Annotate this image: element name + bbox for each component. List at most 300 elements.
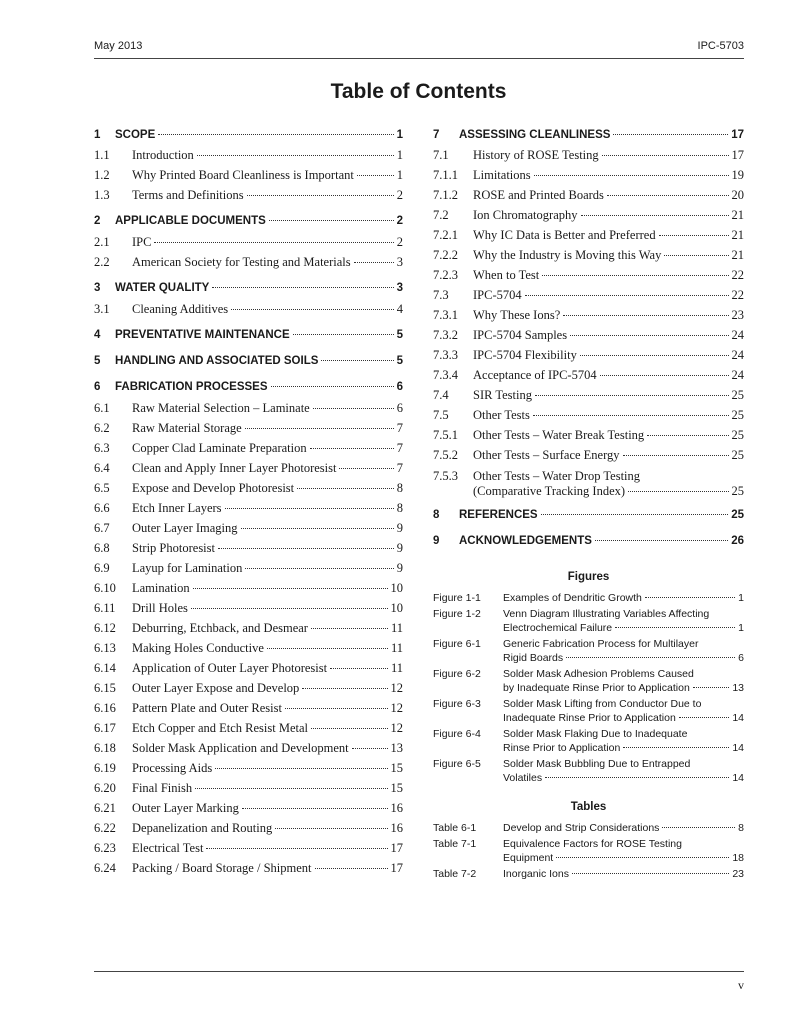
toc-entry[interactable] [433,505,744,525]
toc-entry-number: 6.15 [94,681,116,695]
toc-entry[interactable] [94,125,403,145]
toc-entry-label: Acceptance of IPC-5704 [473,368,597,382]
toc-entry-page: 9 [396,561,403,575]
toc-entry[interactable] [94,618,403,638]
toc-entry-label: When to Test [473,268,540,282]
toc-entry-page: 15 [390,761,403,775]
toc-entry-page: 7 [396,421,403,435]
leader-dots [225,508,394,509]
toc-entry-page: 5 [396,355,403,367]
toc-entry-label: Processing Aids [132,761,213,775]
figure-entry-page: 14 [732,772,744,784]
header-date: May 2013 [94,40,143,52]
toc-entry-label: Raw Material Storage [132,421,242,435]
leader-dots [293,334,394,335]
toc-entry-page: 15 [390,781,403,795]
leader-dots [311,628,388,629]
table-entry-title [503,867,744,881]
toc-entry-label: Drill Holes [132,601,188,615]
toc-entry-number: 6.10 [94,581,116,595]
toc-entry-number: 7 [433,129,440,141]
leader-dots [271,386,394,387]
toc-entry[interactable] [94,252,403,272]
toc-entry-label: Why IC Data is Better and Preferred [473,228,656,242]
toc-entry[interactable] [94,538,403,558]
figure-entry[interactable] [433,727,744,755]
leader-dots [542,275,728,276]
toc-entry[interactable] [433,405,744,425]
leader-dots [297,488,394,489]
toc-entry-number: 4 [94,329,101,341]
toc-entry-label: Copper Clad Laminate Preparation [132,441,307,455]
toc-entry-label: American Society for Testing and Materials [132,255,351,269]
toc-entry-page: 2 [396,188,403,202]
toc-entry-label-line1: Other Tests – Water Drop Testing [473,469,641,483]
toc-entry[interactable] [433,125,744,145]
toc-entry-number: 6.19 [94,761,116,775]
toc-entry-page: 25 [731,408,744,422]
toc-entry-label: Electrical Test [132,841,204,855]
table-entry-title-line [503,851,744,865]
figure-entry-title-line [503,607,744,621]
toc-entry[interactable] [94,165,403,185]
toc-entry-number: 7.2.2 [433,248,458,262]
leader-dots [191,608,388,609]
toc-entry-number: 1.2 [94,168,110,182]
toc-entry-label: Other Tests [473,408,530,422]
toc-entry-number: 7.1.1 [433,168,458,182]
figure-entry-title-line [503,757,744,771]
toc-entry-label: PREVENTATIVE MAINTENANCE [115,329,290,341]
toc-entry-number: 6.11 [94,601,116,615]
toc-entry-label: Application of Outer Layer Photoresist [132,661,328,675]
leader-dots [195,788,387,789]
toc-entry-label: Making Holes Conductive [132,641,264,655]
leader-dots [231,309,394,310]
toc-entry-number: 6.7 [94,521,110,535]
toc-entry[interactable] [94,325,403,345]
toc-entry-page: 13 [390,741,403,755]
toc-right-entries [433,125,744,465]
figure-entry-title [503,757,744,785]
figure-entry-title [503,697,744,725]
figure-entry-title-line [503,727,744,741]
figure-entry-title-line [503,741,744,755]
toc-entry[interactable] [94,638,403,658]
leader-dots [197,155,394,156]
figure-entry-title-text: Generic Fabrication Process for Multilayer [503,638,699,650]
toc-entry-page: 3 [396,282,403,294]
figure-entry-title-text: Volatiles [503,772,543,784]
table-entry[interactable] [433,821,744,835]
leader-dots [357,175,394,176]
toc-entry[interactable] [94,658,403,678]
toc-entry-page: 11 [390,661,403,675]
toc-entry[interactable] [433,245,744,265]
figure-entry-title [503,591,744,605]
toc-entry[interactable] [94,278,403,298]
toc-entry-number: 6.9 [94,561,110,575]
toc-entry[interactable] [94,398,403,418]
leader-dots [245,568,393,569]
toc-entry-page: 24 [731,328,744,342]
table-entry-title-text: Inorganic Ions [503,868,569,880]
toc-entry-page: 21 [731,228,744,242]
toc-entry[interactable] [94,458,403,478]
figure-entry[interactable] [433,757,744,785]
figure-entry[interactable] [433,637,744,665]
figure-entry-title-text: Rigid Boards [503,652,564,664]
toc-entry-label: IPC-5704 Flexibility [473,348,577,362]
leader-dots [600,375,729,376]
toc-entry-label: Terms and Definitions [132,188,244,202]
toc-entry-page: 20 [731,188,744,202]
leader-dots [534,175,729,176]
toc-entry-number: 6.16 [94,701,116,715]
toc-entry-label: Cleaning Additives [132,302,229,316]
toc-entry-label: Packing / Board Storage / Shipment [132,861,312,875]
toc-entry-page: 10 [390,601,403,615]
toc-entry-page: 7 [396,461,403,475]
table-entry-title-line [503,867,744,881]
leader-dots [339,468,393,469]
toc-entry-label: REFERENCES [459,509,538,521]
toc-entry[interactable] [94,211,403,231]
toc-entry[interactable] [94,698,403,718]
toc-entry[interactable] [94,678,403,698]
leader-dots [313,408,394,409]
leader-dots [659,235,729,236]
figure-entry-title-text: Examples of Dendritic Growth [503,592,642,604]
leader-dots [647,435,728,436]
leader-dots [679,717,730,718]
leader-dots [302,688,387,689]
toc-entry-number: 7.1 [433,148,449,162]
toc-entry-page: 25 [731,448,744,462]
table-entry-number: Table 7-2 [433,868,477,880]
toc-entry[interactable] [433,185,744,205]
table-entry-title [503,837,744,865]
figure-entry-title-text: Solder Mask Bubbling Due to Entrapped [503,758,691,770]
toc-entry-page: 17 [390,861,403,875]
toc-entry-page: 25 [731,509,744,521]
figure-entry-number: Figure 6-2 [433,668,481,680]
toc-entry-number: 6.5 [94,481,110,495]
toc-entry-label-line2: (Comparative Tracking Index) [473,484,626,498]
toc-entry[interactable] [94,778,403,798]
toc-right-sections [433,505,744,551]
toc-entry[interactable] [94,377,403,397]
figure-entry-title-line [503,621,744,635]
toc-entry[interactable] [94,758,403,778]
toc-entry-label: FABRICATION PROCESSES [115,381,268,393]
toc-entry-page: 11 [390,641,403,655]
toc-entry[interactable] [94,299,403,319]
toc-entry-label: Pattern Plate and Outer Resist [132,701,282,715]
toc-entry-number: 7.4 [433,388,449,402]
toc-entry-number: 6.21 [94,801,116,815]
leader-dots [556,857,729,858]
figure-entry[interactable] [433,667,744,695]
toc-entry[interactable] [433,145,744,165]
toc-entry-label: Etch Copper and Etch Resist Metal [132,721,309,735]
toc-entry[interactable] [94,578,403,598]
toc-entry-label: SCOPE [115,129,156,141]
toc-entry[interactable] [433,385,744,405]
toc-entry[interactable] [94,718,403,738]
toc-entry-number: 1.3 [94,188,110,202]
toc-entry[interactable] [433,445,744,465]
tables-list [433,821,744,881]
toc-entry[interactable] [94,418,403,438]
figure-entry[interactable] [433,591,744,605]
toc-entry-number: 2.1 [94,235,110,249]
toc-entry-page: 16 [390,821,403,835]
leader-dots [572,873,729,874]
toc-entry[interactable] [433,365,744,385]
toc-entry-page: 8 [396,501,403,515]
leader-dots [321,360,393,361]
toc-entry-page: 11 [390,621,403,635]
toc-entry-number: 7.3.1 [433,308,458,322]
toc-entry-number: 6.8 [94,541,110,555]
toc-entry-page: 10 [390,581,403,595]
leader-dots [623,747,729,748]
toc-entry-label: Outer Layer Marking [132,801,239,815]
figure-entry[interactable] [433,607,744,635]
leader-dots [218,548,394,549]
toc-entry-page: 9 [396,521,403,535]
figure-entry-title-line [503,681,744,695]
toc-entry-label: Final Finish [132,781,193,795]
toc-entry-number: 5 [94,355,101,367]
leader-dots [215,768,387,769]
leader-dots [267,648,388,649]
toc-entry-number: 6.22 [94,821,116,835]
toc-entry[interactable] [94,798,403,818]
table-entry[interactable] [433,837,744,865]
toc-entry[interactable] [433,165,744,185]
toc-entry-label: Depanelization and Routing [132,821,273,835]
toc-entry-number: 7.5 [433,408,449,422]
toc-entry[interactable] [433,205,744,225]
toc-entry-label: Ion Chromatography [473,208,578,222]
toc-entry-page: 19 [731,168,744,182]
toc-entry-number: 6.23 [94,841,116,855]
toc-entry-label: Raw Material Selection – Laminate [132,401,310,415]
toc-entry-page: 25 [731,388,744,402]
toc-entry-page: 22 [731,288,744,302]
table-entry-title-text: Equivalence Factors for ROSE Testing [503,838,682,850]
toc-entry-page: 17 [731,129,744,141]
figure-entry-page: 13 [732,682,744,694]
figure-entry-number: Figure 1-1 [433,592,481,604]
figure-entry-number: Figure 6-5 [433,758,481,770]
toc-entry-page: 23 [731,308,744,322]
leader-dots [275,828,387,829]
figure-entry-title [503,637,744,665]
toc-entry[interactable] [94,232,403,252]
toc-entry-number: 7.3.2 [433,328,458,342]
page-title: Table of Contents [330,80,507,103]
toc-entry-page: 6 [396,381,403,393]
leader-dots [247,195,394,196]
toc-entry[interactable] [94,478,403,498]
footer-page-number: v [738,978,744,992]
toc-left-column [94,125,403,878]
figure-entry-title-text: Rinse Prior to Application [503,742,621,754]
toc-entry-label: Other Tests – Water Break Testing [473,428,645,442]
table-entry-title-line [503,837,744,851]
toc-entry-number: 6 [94,381,101,393]
leader-dots [628,491,728,492]
toc-entry-number: 2 [94,215,101,227]
figure-entry-title-text: Inadequate Rinse Prior to Application [503,712,676,724]
toc-entry-number: 6.4 [94,461,110,475]
toc-entry-label: Other Tests – Surface Energy [473,448,620,462]
toc-entry-number: 6.13 [94,641,116,655]
leader-dots [154,242,393,243]
leader-dots [645,597,735,598]
toc-entry-number: 1 [94,129,101,141]
toc-entry-label: Solder Mask Application and Development [132,741,349,755]
toc-entry[interactable] [94,818,403,838]
leader-dots [595,540,728,541]
toc-entry-number: 7.3.3 [433,348,458,362]
leader-dots [285,708,388,709]
toc-entry-number: 7.2 [433,208,449,222]
leader-dots [193,588,388,589]
toc-entry[interactable] [94,438,403,458]
toc-entry-number: 7.2.3 [433,268,458,282]
table-entry-page: 18 [732,852,744,864]
table-entry-page: 23 [732,868,744,880]
toc-entry-number: 7.5.1 [433,428,458,442]
toc-entry[interactable] [94,558,403,578]
toc-entry-number: 6.1 [94,401,110,415]
toc-entry-number: 1.1 [94,148,110,162]
toc-entry-number: 7.3.4 [433,368,458,382]
toc-entry-number: 7.5.3 [433,469,458,483]
leader-dots [693,687,730,688]
toc-entry-7-5-3[interactable] [433,469,744,499]
leader-dots [623,455,729,456]
toc-entry-page: 1 [396,148,403,162]
toc-entry-label: Lamination [132,581,190,595]
leader-dots [580,355,729,356]
toc-entry-number: 7.2.1 [433,228,458,242]
figure-entry-title [503,667,744,695]
table-entry-title [503,821,744,835]
toc-entry[interactable] [94,838,403,858]
toc-entry-number: 6.14 [94,661,116,675]
toc-entry[interactable] [94,351,403,371]
toc-entry[interactable] [433,425,744,445]
toc-entry-page: 12 [390,721,403,735]
leader-dots [212,287,393,288]
leader-dots [613,134,728,135]
toc-entry[interactable] [94,858,403,878]
leader-dots [615,627,735,628]
toc-entry-label: Etch Inner Layers [132,501,222,515]
toc-entry-label: Strip Photoresist [132,541,215,555]
footer-rule [94,971,744,972]
leader-dots [311,728,387,729]
table-entry-number: Table 6-1 [433,822,477,834]
leader-dots [158,134,393,135]
toc-entry-page: 1 [396,168,403,182]
toc-entry-page: 22 [731,268,744,282]
figure-entry-title-line [503,771,744,785]
table-entry[interactable] [433,867,744,881]
figure-entry-number: Figure 1-2 [433,608,481,620]
figure-entry-number: Figure 6-1 [433,638,481,650]
leader-dots [563,315,728,316]
tables-heading: Tables [570,801,607,813]
toc-entry[interactable] [433,265,744,285]
toc-entry-number: 2.2 [94,255,110,269]
leader-dots [245,428,394,429]
figure-entry-number: Figure 6-4 [433,728,481,740]
toc-entry-page: 26 [731,535,744,547]
toc-entry-number: 6.6 [94,501,110,515]
toc-entry-label: Clean and Apply Inner Layer Photoresist [132,461,337,475]
toc-entry[interactable] [94,598,403,618]
figure-entry-title-line [503,697,744,711]
toc-entry[interactable] [94,145,403,165]
leader-dots [607,195,729,196]
toc-entry[interactable] [94,738,403,758]
toc-entry[interactable] [94,185,403,205]
toc-entry-number: 6.17 [94,721,116,735]
leader-dots [535,395,729,396]
leader-dots [352,748,388,749]
toc-entry[interactable] [433,285,744,305]
toc-entry-page: 21 [731,208,744,222]
toc-entry-number: 6.20 [94,781,116,795]
toc-entry[interactable] [433,305,744,325]
toc-entry-label: Limitations [473,168,531,182]
figure-entry[interactable] [433,697,744,725]
toc-entry[interactable] [433,325,744,345]
leader-dots [570,335,728,336]
toc-entry[interactable] [94,518,403,538]
toc-entry-page: 16 [390,801,403,815]
toc-entry[interactable] [94,498,403,518]
figure-entry-page: 1 [738,622,744,634]
leader-dots [525,295,729,296]
header-doc-id: IPC-5703 [697,40,744,52]
toc-entry[interactable] [433,531,744,551]
toc-entry-number: 7.1.2 [433,188,458,202]
toc-entry-number: 9 [433,535,440,547]
table-entry-page: 8 [738,822,744,834]
toc-entry-page: 12 [390,681,403,695]
figures-heading: Figures [567,571,610,583]
toc-entry-number: 7.3 [433,288,449,302]
toc-entry[interactable] [433,225,744,245]
toc-entry-number: 6.12 [94,621,116,635]
toc-entry-label: ASSESSING CLEANLINESS [459,129,611,141]
figure-entry-title-line [503,637,744,651]
toc-entry-page: 17 [731,148,744,162]
leader-dots [269,220,394,221]
leader-dots [581,215,729,216]
toc-entry-label: Expose and Develop Photoresist [132,481,295,495]
toc-entry[interactable] [433,345,744,365]
figure-entry-page: 14 [732,742,744,754]
toc-entry-page: 8 [396,481,403,495]
